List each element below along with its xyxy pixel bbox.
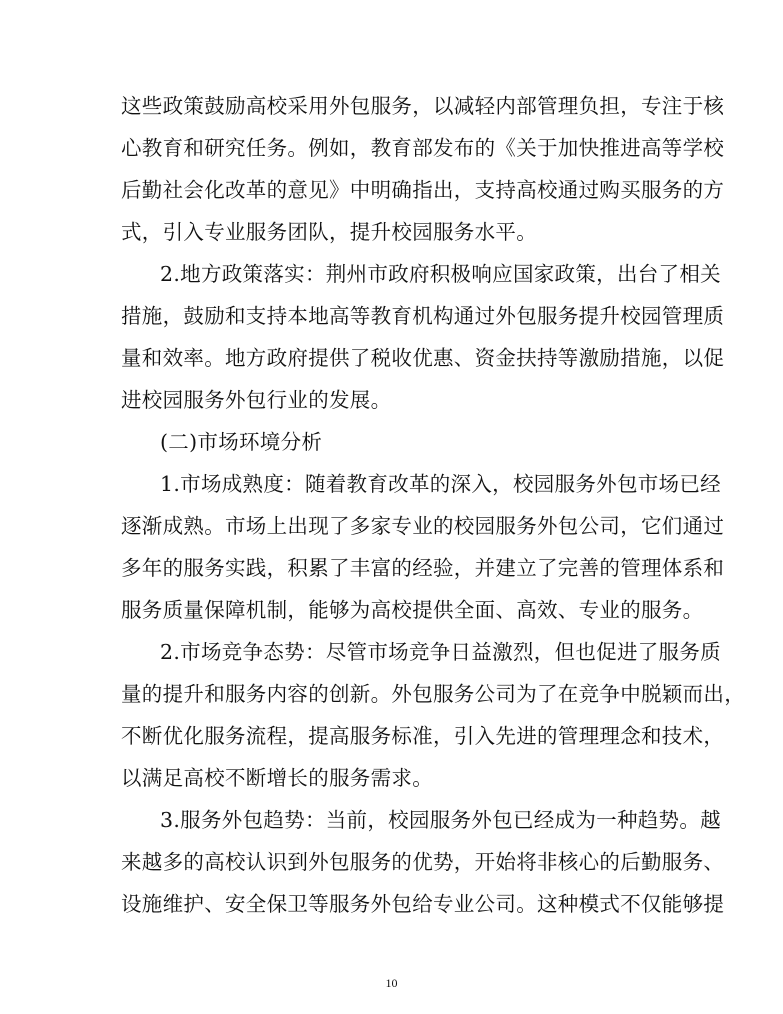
paragraph-line: 不断优化服务流程，提高服务标准，引入先进的管理理念和技术，	[121, 724, 725, 748]
paragraph-line: 逐渐成熟。市场上出现了多家专业的校园服务外包公司，它们通过	[121, 514, 725, 538]
paragraph-line: 1.市场成熟度：随着教育改革的深入，校园服务外包市场已经	[160, 472, 721, 496]
paragraph-line: 后勤社会化改革的意见》中明确指出，支持高校通过购买服务的方	[121, 178, 725, 202]
paragraph-line: 量和效率。地方政府提供了税收优惠、资金扶持等激励措施，以促	[121, 346, 725, 370]
paragraph-line: 3.服务外包趋势：当前，校园服务外包已经成为一种趋势。越	[160, 808, 721, 832]
page-number: 10	[385, 976, 398, 990]
paragraph-line: 以满足高校不断增长的服务需求。	[121, 766, 433, 790]
paragraph-line: 心教育和研究任务。例如，教育部发布的《关于加快推进高等学校	[121, 136, 725, 160]
paragraph-line: 式，引入专业服务团队，提升校园服务水平。	[121, 220, 537, 244]
paragraph-line: 量的提升和服务内容的创新。外包服务公司为了在竞争中脱颖而出，	[121, 682, 745, 706]
paragraph-line: 措施，鼓励和支持本地高等教育机构通过外包服务提升校园管理质	[121, 304, 725, 328]
paragraph-line: 来越多的高校认识到外包服务的优势，开始将非核心的后勤服务、	[121, 850, 725, 874]
paragraph-line: 设施维护、安全保卫等服务外包给专业公司。这种模式不仅能够提	[121, 892, 725, 916]
paragraph-line: 这些政策鼓励高校采用外包服务，以减轻内部管理负担，专注于核	[121, 94, 725, 118]
paragraph-line: 2.市场竞争态势：尽管市场竞争日益激烈，但也促进了服务质	[160, 640, 721, 664]
paragraph-line: 进校园服务外包行业的发展。	[121, 388, 392, 412]
paragraph-line: 2.地方政策落实：荆州市政府积极响应国家政策，出台了相关	[160, 262, 721, 286]
section-heading: (二)市场环境分析	[160, 430, 323, 454]
paragraph-line: 多年的服务实践，积累了丰富的经验，并建立了完善的管理体系和	[121, 556, 725, 580]
paragraph-line: 服务质量保障机制，能够为高校提供全面、高效、专业的服务。	[121, 598, 704, 622]
